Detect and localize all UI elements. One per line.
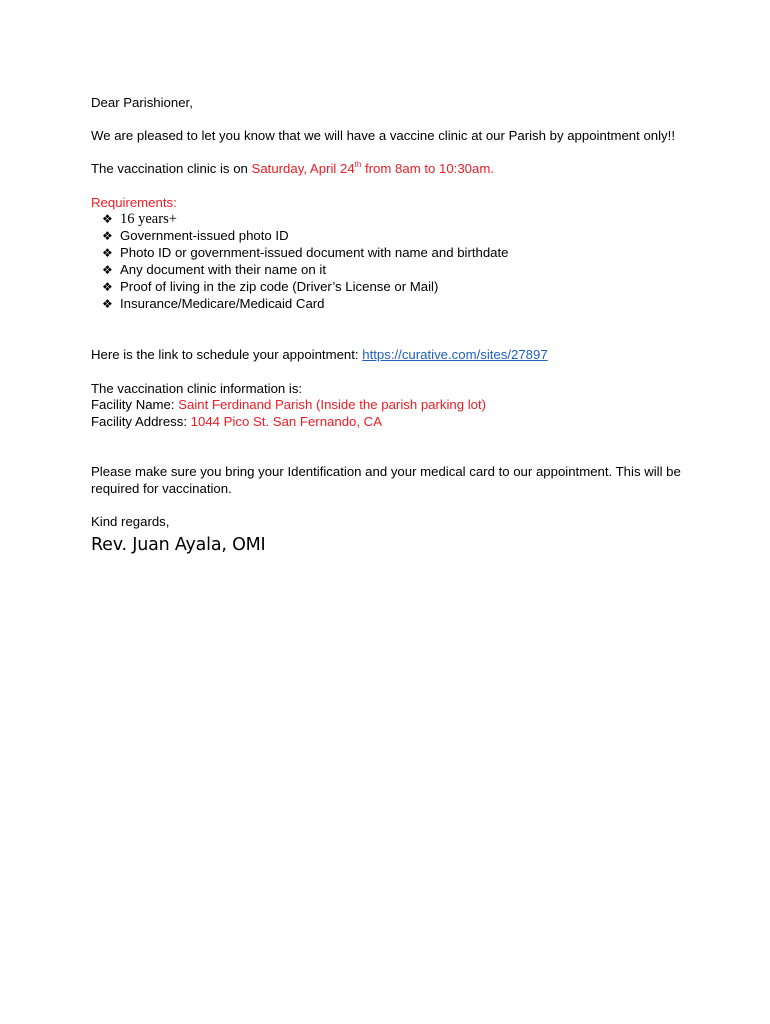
letter-body [91,95,681,557]
facility-name-line [91,397,681,414]
clinic-date-prefix: The vaccination clinic is on [91,161,252,176]
facility-name-value: Saint Ferdinand Parish (Inside the parish parking lot) [178,397,487,412]
list-item [102,279,681,296]
facility-info-title: The vaccination clinic information is: [91,380,303,396]
list-item [102,262,681,279]
diamond-bullet-icon: ❖ [102,229,113,243]
requirement-birthdate-document: Photo ID or government-issued document with name and birthdate [120,245,509,260]
requirement-proof-of-residence: Proof of living in the zip code (Driver’s License or Mail) [120,279,439,294]
facility-info [91,381,681,431]
list-item [102,245,681,262]
requirement-insurance-card: Insurance/Medicare/Medicaid Card [120,296,325,311]
clinic-date-time: from 8am to 10:30am. [361,161,494,176]
requirements-title: Requirements: [91,194,177,210]
list-item [102,211,681,228]
list-item [102,296,681,313]
diamond-bullet-icon: ❖ [102,280,113,294]
diamond-bullet-icon: ❖ [102,212,113,226]
signature: Rev. Juan Ayala, OMI [91,534,266,555]
schedule-line [91,347,681,364]
clinic-date-line [91,161,681,178]
list-item [102,228,681,245]
diamond-bullet-icon: ❖ [102,297,113,311]
facility-name-label: Facility Name: [91,397,179,412]
appointment-link[interactable]: https://curative.com/sites/27897 [362,347,548,362]
requirement-name-document: Any document with their name on it [120,262,326,277]
facility-address-label: Facility Address: [91,413,191,429]
greeting: Dear Parishioner, [91,95,193,110]
facility-address-value: 1044 Pico St. San Fernando, CA [190,413,383,429]
diamond-bullet-icon: ❖ [102,246,113,260]
clinic-date-ordinal: th [354,159,362,169]
kind-regards: Kind regards, [91,514,170,529]
diamond-bullet-icon: ❖ [102,263,113,277]
closing-note: Please make sure you bring your Identification and your medical card to our appointment. This will be required for vaccination. [91,464,681,496]
intro-paragraph: We are pleased to let you know that we will have a vaccine clinic at our Parish by appointment only!! [91,127,675,143]
requirements-list [91,211,681,313]
clinic-date-day: Saturday, April 24 [251,161,355,176]
requirement-age: 16 years+ [120,211,177,227]
facility-address-line [91,414,681,431]
requirement-photo-id: Government-issued photo ID [120,228,289,243]
schedule-prefix: Here is the link to schedule your appointment: [91,347,363,362]
